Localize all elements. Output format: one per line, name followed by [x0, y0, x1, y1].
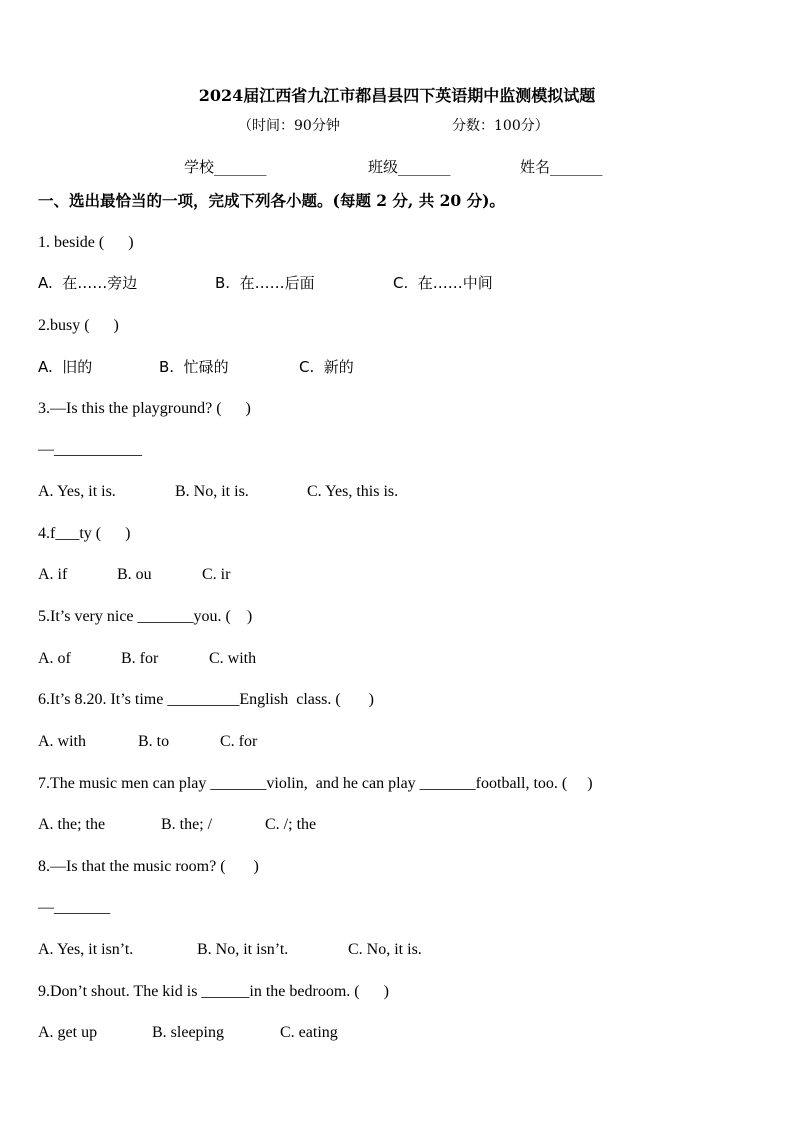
q8-answer-line: —_______ [38, 899, 110, 916]
q8-option-b: B. No, it isn’t. [197, 941, 289, 958]
q2-option-b: B. 忙碌的 [159, 358, 229, 376]
question-1: 1. beside ( ) [38, 234, 134, 251]
q3-answer-line: —___________ [38, 441, 142, 458]
q6-option-c: C. for [220, 733, 258, 750]
q3-option-b: B. No, it is. [175, 483, 249, 500]
q1-option-c: C. 在……中间 [393, 274, 493, 292]
question-5: 5.It’s very nice _______you. ( ) [38, 608, 253, 625]
school-field: 学校_______ [184, 158, 267, 176]
q4-option-b: B. ou [117, 566, 152, 583]
q5-option-a: A. of [38, 650, 71, 667]
q3-option-c: C. Yes, this is. [307, 483, 399, 500]
q4-option-a: A. if [38, 566, 68, 583]
q1-option-b: B. 在……后面 [215, 274, 315, 292]
q9-option-a: A. get up [38, 1024, 98, 1041]
q9-option-b: B. sleeping [152, 1024, 224, 1041]
name-field: 姓名_______ [520, 158, 603, 176]
question-8: 8.—Is that the music room? ( ) [38, 858, 259, 875]
q4-option-c: C. ir [202, 566, 231, 583]
q3-option-a: A. Yes, it is. [38, 483, 116, 500]
question-4: 4.f___ty ( ) [38, 525, 131, 542]
question-7: 7.The music men can play _______violin, and he can play _______football, too. ( ) [38, 775, 593, 792]
q7-option-b: B. the; / [161, 816, 213, 833]
q8-option-c: C. No, it is. [348, 941, 422, 958]
exam-time: （时间：90分钟 [238, 118, 340, 134]
q7-option-a: A. the; the [38, 816, 106, 833]
q6-option-a: A. with [38, 733, 86, 750]
section-heading: 一、选出最恰当的一项，完成下列各小题。(每题 2 分, 共 20 分)。 [38, 191, 505, 210]
question-2: 2.busy ( ) [38, 317, 119, 334]
q2-option-c: C. 新的 [299, 358, 354, 376]
q9-option-c: C. eating [280, 1024, 338, 1041]
question-6: 6.It’s 8.20. It’s time _________English class. ( ) [38, 691, 374, 708]
q7-option-c: C. /; the [265, 816, 317, 833]
q2-option-a: A. 旧的 [38, 358, 93, 376]
q6-option-b: B. to [138, 733, 170, 750]
q8-option-a: A. Yes, it isn’t. [38, 941, 134, 958]
page-title: 2024届江西省九江市都昌县四下英语期中监测模拟试题 [198, 86, 596, 105]
question-9: 9.Don’t shout. The kid is ______in the bedroom. ( ) [38, 983, 389, 1000]
exam-score: 分数：100分） [452, 118, 549, 134]
q5-option-c: C. with [209, 650, 257, 667]
q1-option-a: A. 在……旁边 [38, 274, 138, 292]
class-field: 班级_______ [368, 158, 451, 176]
q5-option-b: B. for [121, 650, 159, 667]
question-3: 3.—Is this the playground? ( ) [38, 400, 251, 417]
